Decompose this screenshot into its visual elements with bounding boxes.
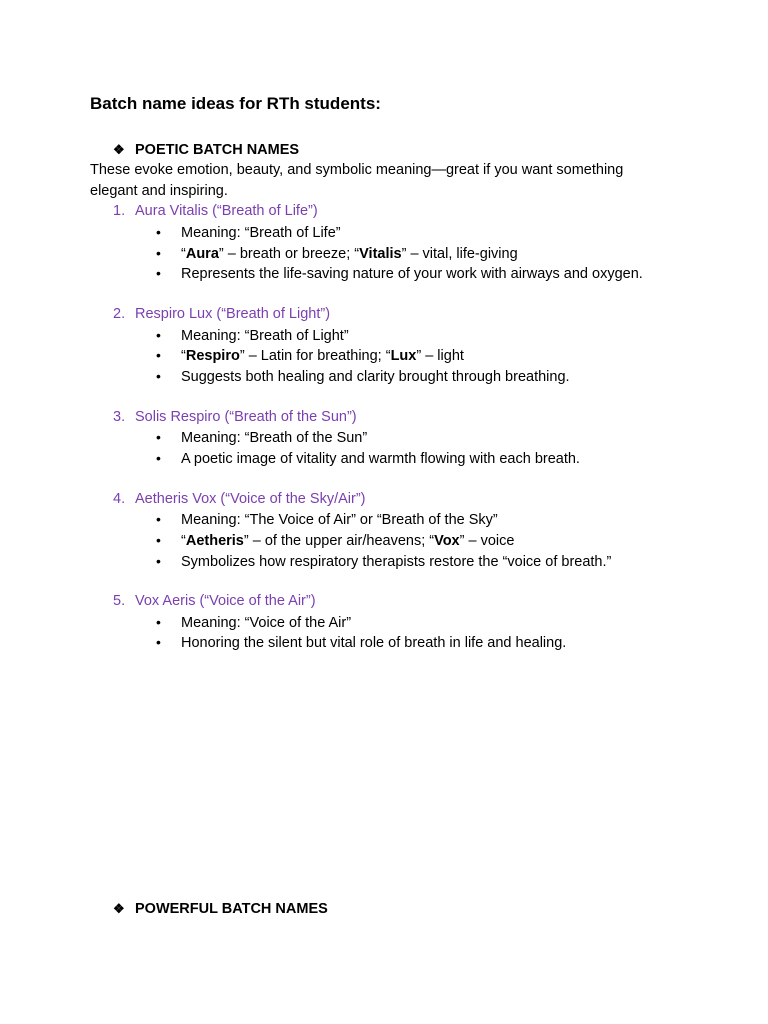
bullet-item	[156, 530, 514, 551]
bullet-dot-icon: •	[156, 511, 161, 527]
list-item-title	[113, 304, 330, 324]
bullet-text: Meaning: “Breath of the Sun”	[181, 430, 368, 446]
bullet-item	[156, 345, 464, 366]
bullet-text: Meaning: “Breath of Life”	[181, 225, 341, 241]
bullet-item	[156, 263, 643, 284]
bullet-text: A poetic image of vitality and warmth flowing with each breath.	[181, 451, 580, 467]
list-number: 2.	[113, 306, 126, 322]
bold-term: Vitalis	[359, 246, 402, 262]
page-title: Batch name ideas for RTh students:	[90, 94, 381, 113]
bullet-dot-icon: •	[156, 450, 161, 466]
bold-term: Lux	[390, 348, 417, 364]
section-heading-label: POWERFUL BATCH NAMES	[135, 901, 328, 917]
bullet-dot-icon: •	[156, 429, 161, 445]
bullet-text: “	[181, 348, 186, 364]
bold-term: Respiro	[185, 348, 240, 364]
bullet-text: ” – breath or breeze; “	[218, 246, 360, 262]
list-item-title	[113, 489, 365, 509]
bullet-item	[156, 612, 351, 633]
bullet-item	[156, 551, 611, 572]
bullet-dot-icon: •	[156, 532, 161, 548]
bullet-item	[156, 427, 367, 448]
bold-term: Aura	[185, 246, 219, 262]
bold-term: Vox	[434, 533, 460, 549]
list-item-label: Respiro Lux (“Breath of Light”)	[135, 306, 331, 322]
bullet-item	[156, 243, 518, 264]
bullet-dot-icon: •	[156, 347, 161, 363]
list-number: 1.	[113, 203, 126, 219]
section-heading-powerful	[113, 899, 328, 919]
list-item-label: Aetheris Vox (“Voice of the Sky/Air”)	[135, 491, 366, 507]
bullet-item	[156, 632, 566, 653]
list-number: 5.	[113, 593, 126, 609]
bullet-dot-icon: •	[156, 614, 161, 630]
list-item-title	[113, 591, 316, 611]
bullet-text: ” – of the upper air/heavens; “	[243, 533, 435, 549]
list-item-title	[113, 201, 318, 221]
list-number: 3.	[113, 409, 126, 425]
bullet-dot-icon: •	[156, 245, 161, 261]
bullet-dot-icon: •	[156, 634, 161, 650]
list-item-title	[113, 407, 357, 427]
bullet-item	[156, 222, 341, 243]
bullet-text: Honoring the silent but vital role of breath in life and healing.	[181, 635, 567, 651]
bullet-text: ” – voice	[459, 533, 515, 549]
bullet-dot-icon: •	[156, 327, 161, 343]
bullet-text: “	[181, 246, 186, 262]
bullet-dot-icon: •	[156, 368, 161, 384]
section-intro: These evoke emotion, beauty, and symbolic meaning—great if you want something elegant and inspiring.	[90, 162, 624, 199]
bullet-text: ” – vital, life-giving	[401, 246, 518, 262]
bullet-item	[156, 448, 580, 469]
bullet-item	[156, 509, 498, 530]
bold-term: Aetheris	[185, 533, 244, 549]
bullet-item	[156, 366, 570, 387]
bullet-text: Meaning: “Voice of the Air”	[181, 615, 352, 631]
bullet-text: Symbolizes how respiratory therapists restore the “voice of breath.”	[181, 554, 612, 570]
bullet-dot-icon: •	[156, 224, 161, 240]
section-heading-label: POETIC BATCH NAMES	[135, 142, 300, 158]
list-item-label: Aura Vitalis (“Breath of Life”)	[135, 203, 318, 219]
bullet-dot-icon: •	[156, 553, 161, 569]
list-item-label: Vox Aeris (“Voice of the Air”)	[135, 593, 316, 609]
list-number: 4.	[113, 491, 126, 507]
bullet-text: ” – Latin for breathing; “	[239, 348, 391, 364]
bullet-text: ” – light	[416, 348, 464, 364]
diamond-bullet-icon: ❖	[113, 142, 125, 157]
bullet-text: “	[181, 533, 186, 549]
bullet-text: Suggests both healing and clarity brought through breathing.	[181, 369, 570, 385]
bullet-item	[156, 325, 349, 346]
bullet-text: Meaning: “The Voice of Air” or “Breath of the Sky”	[181, 512, 498, 528]
section-heading-poetic	[113, 140, 299, 160]
list-item-label: Solis Respiro (“Breath of the Sun”)	[135, 409, 357, 425]
bullet-text: Meaning: “Breath of Light”	[181, 328, 349, 344]
bullet-text: Represents the life-saving nature of your work with airways and oxygen.	[181, 266, 643, 282]
diamond-bullet-icon: ❖	[113, 901, 125, 916]
bullet-dot-icon: •	[156, 265, 161, 281]
